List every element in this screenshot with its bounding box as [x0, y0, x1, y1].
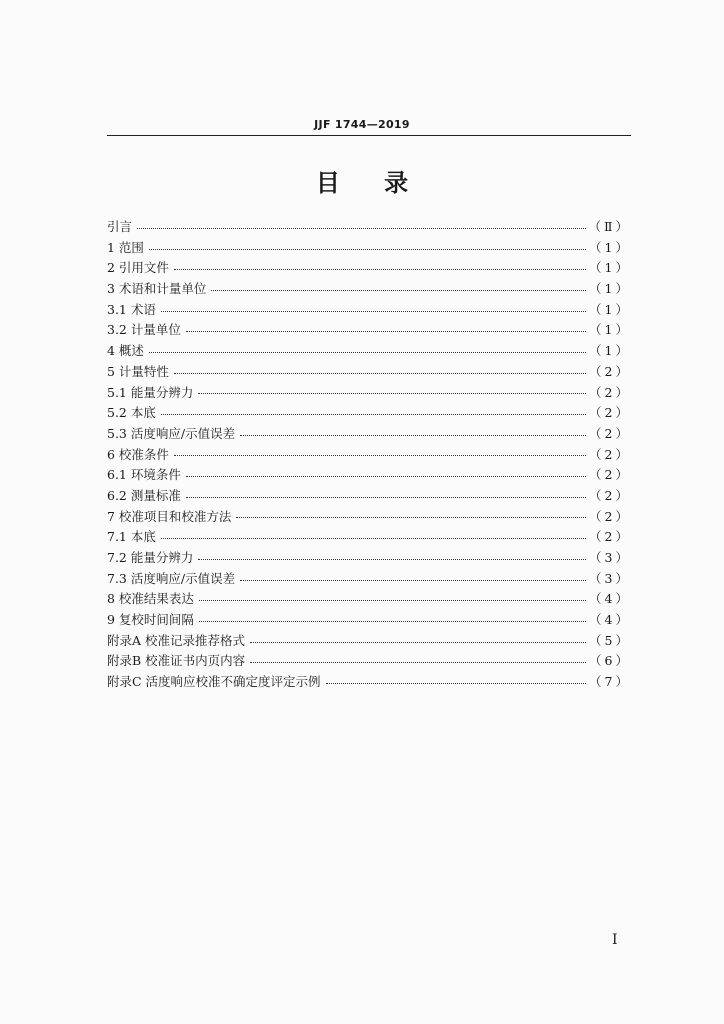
toc-entry[interactable] [107, 589, 631, 610]
toc-dot-leader [161, 414, 586, 415]
toc-entry-label: 6.1 环境条件 [107, 467, 181, 483]
toc-entry[interactable] [107, 362, 631, 383]
toc-entry[interactable] [107, 527, 631, 548]
toc-entry-page: （3） [589, 550, 631, 565]
toc-entry-page: （5） [589, 632, 631, 648]
toc-entry[interactable] [107, 424, 631, 445]
toc-entry[interactable] [107, 569, 631, 590]
toc-dot-leader [161, 311, 586, 312]
toc-entry[interactable] [107, 258, 631, 279]
toc-entry-page: （1） [589, 343, 631, 359]
toc-dot-leader [250, 662, 586, 663]
toc-entry-label: 4 概述 [107, 343, 144, 359]
toc-dot-leader [137, 228, 585, 229]
toc-entry-label: 1 范围 [107, 239, 144, 255]
toc-dot-leader [240, 580, 586, 581]
toc-entry-page: （4） [589, 612, 631, 628]
toc-entry-page: （6） [589, 653, 631, 669]
toc-dot-leader [211, 290, 586, 291]
toc-entry-page: （2） [589, 384, 631, 400]
toc-entry-label: 6.2 测量标准 [107, 487, 181, 503]
standard-code: JJF 1744—2019 [314, 118, 410, 131]
toc-entry-label: 7.1 本底 [107, 529, 156, 545]
toc-entry[interactable] [107, 383, 631, 404]
toc-entry-page: （1） [589, 301, 631, 317]
toc-entry[interactable] [107, 672, 631, 693]
toc-entry-label: 5 计量特性 [107, 363, 169, 379]
toc-dot-leader [174, 455, 586, 456]
toc-entry-page: （2） [589, 467, 631, 483]
toc-entry[interactable] [107, 651, 631, 672]
toc-entry-label: 5.2 本底 [107, 405, 156, 421]
toc-entry-page: （2） [589, 405, 631, 421]
toc-entry[interactable] [107, 300, 631, 321]
toc-dot-leader [199, 600, 586, 601]
toc-entry-label: 5.1 能量分辨力 [107, 384, 194, 400]
toc-entry-page: （Ⅱ） [588, 219, 631, 234]
toc-entry-page: （1） [589, 322, 631, 338]
toc-entry-label: 5.3 活度响应/示值误差 [107, 425, 236, 441]
toc-dot-leader [174, 373, 586, 374]
toc-entry-page: （1） [589, 281, 631, 297]
toc-dot-leader [186, 331, 586, 332]
toc-entry-page: （7） [589, 674, 631, 690]
toc-entry-page: （4） [589, 591, 631, 607]
toc-entry-label: 附录B 校准证书内页内容 [107, 653, 246, 669]
toc-entry-label: 2 引用文件 [107, 260, 169, 276]
toc-dot-leader [326, 683, 587, 684]
toc-entry[interactable] [107, 403, 631, 424]
toc-entry[interactable] [107, 507, 631, 528]
toc-entry-label: 7.3 活度响应/示值误差 [107, 570, 236, 586]
toc-entry[interactable] [107, 445, 631, 466]
toc-entry-label: 8 校准结果表达 [107, 591, 194, 607]
toc-entry-page: （2） [589, 363, 631, 379]
toc-dot-leader [198, 559, 586, 560]
toc-dot-leader [240, 435, 586, 436]
toc-dot-leader [186, 497, 586, 498]
toc-entry-page: （2） [589, 446, 631, 462]
toc-entry[interactable] [107, 238, 631, 259]
page-title: 目 录 [315, 169, 409, 197]
toc-entry[interactable] [107, 279, 631, 300]
toc-entry[interactable] [107, 548, 631, 569]
toc-entry-label: 9 复校时间间隔 [107, 612, 194, 628]
toc-entry[interactable] [107, 631, 631, 652]
header-rule [107, 135, 631, 136]
toc-dot-leader [198, 393, 586, 394]
toc-dot-leader [236, 517, 586, 518]
toc-dot-leader [149, 249, 586, 250]
toc-entry-label: 3 术语和计量单位 [107, 281, 207, 297]
toc-entry-label: 7.2 能量分辨力 [107, 550, 194, 565]
toc-entry-label: 附录A 校准记录推荐格式 [107, 632, 246, 648]
toc-dot-leader [174, 269, 586, 270]
toc-entry[interactable] [107, 217, 631, 238]
table-of-contents [107, 217, 631, 693]
toc-entry[interactable] [107, 341, 631, 362]
page-number: I [612, 932, 618, 948]
toc-dot-leader [199, 621, 586, 622]
toc-entry-label: 引言 [107, 219, 133, 234]
toc-entry-page: （2） [589, 508, 631, 524]
toc-entry-label: 3.1 术语 [107, 301, 156, 317]
toc-dot-leader [161, 538, 586, 539]
toc-entry-label: 6 校准条件 [107, 446, 169, 462]
toc-entry-label: 7 校准项目和校准方法 [107, 508, 232, 524]
toc-entry[interactable] [107, 486, 631, 507]
toc-entry-page: （1） [589, 260, 631, 276]
toc-entry-page: （2） [589, 425, 631, 441]
toc-entry-page: （3） [589, 570, 631, 586]
toc-entry-page: （1） [589, 239, 631, 255]
toc-entry[interactable] [107, 320, 631, 341]
toc-entry[interactable] [107, 610, 631, 631]
toc-entry[interactable] [107, 465, 631, 486]
toc-entry-label: 附录C 活度响应校准不确定度评定示例 [107, 674, 321, 690]
toc-dot-leader [149, 352, 586, 353]
toc-entry-page: （2） [589, 529, 631, 545]
toc-dot-leader [186, 476, 586, 477]
toc-entry-page: （2） [589, 487, 631, 503]
toc-dot-leader [250, 642, 586, 643]
toc-entry-label: 3.2 计量单位 [107, 322, 181, 338]
